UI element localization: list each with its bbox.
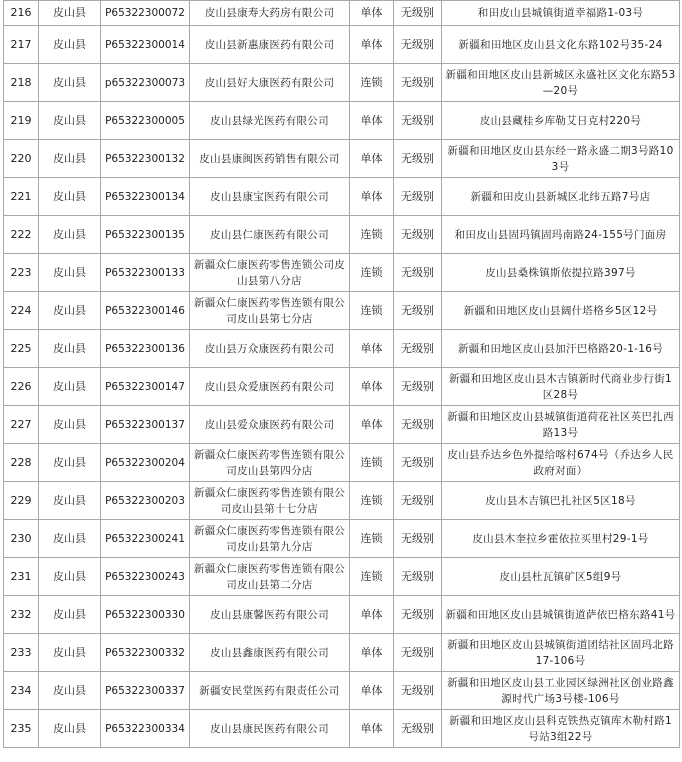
grade-level-cell: 无级别 [394,710,442,748]
license-code-cell: P65322300005 [101,102,190,140]
table-row [4,482,680,520]
license-code-cell: P65322300203 [101,482,190,520]
grade-level-cell: 无级别 [394,216,442,254]
county-cell: 皮山县 [39,330,101,368]
row-number: 231 [4,558,39,596]
table-row [4,254,680,292]
company-name-cell: 皮山县康宝医药有限公司 [190,178,350,216]
table-row [4,710,680,748]
company-name-cell: 新疆众仁康医药零售连锁有限公司皮山县第四分店 [190,444,350,482]
address-cell: 新疆和田地区皮山县城镇街道萨依巴格东路41号 [442,596,680,634]
address-cell: 新疆和田地区皮山县工业园区绿洲社区创业路鑫源时代广场3号楼-106号 [442,672,680,710]
row-number: 222 [4,216,39,254]
county-cell: 皮山县 [39,406,101,444]
county-cell: 皮山县 [39,102,101,140]
table-row [4,520,680,558]
company-name-cell: 皮山县新惠康医药有限公司 [190,26,350,64]
business-type-cell: 单体 [350,1,394,26]
business-type-cell: 单体 [350,178,394,216]
row-number: 235 [4,710,39,748]
business-type-cell: 单体 [350,406,394,444]
business-type-cell: 单体 [350,140,394,178]
company-name-cell: 皮山县康民医药有限公司 [190,710,350,748]
business-type-cell: 连锁 [350,444,394,482]
table-row [4,368,680,406]
grade-level-cell: 无级别 [394,596,442,634]
license-code-cell: P65322300072 [101,1,190,26]
table-row [4,406,680,444]
address-cell: 皮山县桑株镇斯依提拉路397号 [442,254,680,292]
row-number: 223 [4,254,39,292]
business-type-cell: 单体 [350,596,394,634]
row-number: 228 [4,444,39,482]
license-code-cell: P65322300330 [101,596,190,634]
grade-level-cell: 无级别 [394,178,442,216]
grade-level-cell: 无级别 [394,330,442,368]
license-code-cell: P65322300132 [101,140,190,178]
company-name-cell: 皮山县康馨医药有限公司 [190,596,350,634]
business-type-cell: 单体 [350,710,394,748]
grade-level-cell: 无级别 [394,482,442,520]
table-row [4,102,680,140]
grade-level-cell: 无级别 [394,520,442,558]
table-row [4,292,680,330]
county-cell: 皮山县 [39,596,101,634]
county-cell: 皮山县 [39,254,101,292]
address-cell: 新疆和田地区皮山县加汗巴格路20-1-16号 [442,330,680,368]
county-cell: 皮山县 [39,140,101,178]
county-cell: 皮山县 [39,520,101,558]
license-code-cell: P65322300204 [101,444,190,482]
license-code-cell: P65322300135 [101,216,190,254]
license-code-cell: P65322300243 [101,558,190,596]
address-cell: 新疆和田地区皮山县科克铁热克镇库木勒村路1号站3组22号 [442,710,680,748]
county-cell: 皮山县 [39,444,101,482]
row-number: 230 [4,520,39,558]
row-number: 225 [4,330,39,368]
row-number: 217 [4,26,39,64]
county-cell: 皮山县 [39,26,101,64]
address-cell: 新疆和田皮山县新城区北纬五路7号店 [442,178,680,216]
license-code-cell: P65322300137 [101,406,190,444]
county-cell: 皮山县 [39,634,101,672]
business-type-cell: 连锁 [350,482,394,520]
row-number: 221 [4,178,39,216]
address-cell: 和田皮山县城镇街道幸福路1-03号 [442,1,680,26]
table-row [4,444,680,482]
county-cell: 皮山县 [39,292,101,330]
pharmacy-registry-table [3,0,680,748]
table-row [4,596,680,634]
business-type-cell: 单体 [350,672,394,710]
address-cell: 新疆和田地区皮山县城镇街道团结社区固玛北路17-106号 [442,634,680,672]
grade-level-cell: 无级别 [394,558,442,596]
company-name-cell: 新疆众仁康医药零售连锁有限公司皮山县第九分店 [190,520,350,558]
business-type-cell: 连锁 [350,216,394,254]
county-cell: 皮山县 [39,558,101,596]
address-cell: 新疆和田地区皮山县东经一路永盛二期3号路103号 [442,140,680,178]
company-name-cell: 新疆众仁康医药零售连锁有限公司皮山县第七分店 [190,292,350,330]
license-code-cell: P65322300147 [101,368,190,406]
county-cell: 皮山县 [39,368,101,406]
grade-level-cell: 无级别 [394,102,442,140]
license-code-cell: P65322300241 [101,520,190,558]
county-cell: 皮山县 [39,710,101,748]
business-type-cell: 单体 [350,330,394,368]
grade-level-cell: 无级别 [394,406,442,444]
table-row [4,558,680,596]
business-type-cell: 连锁 [350,558,394,596]
business-type-cell: 单体 [350,102,394,140]
address-cell: 新疆和田地区皮山县城镇街道荷花社区英巴扎西路13号 [442,406,680,444]
license-code-cell: P65322300332 [101,634,190,672]
license-code-cell: P65322300136 [101,330,190,368]
grade-level-cell: 无级别 [394,64,442,102]
grade-level-cell: 无级别 [394,444,442,482]
table-row [4,634,680,672]
license-code-cell: P65322300134 [101,178,190,216]
business-type-cell: 连锁 [350,254,394,292]
table-row [4,140,680,178]
company-name-cell: 皮山县康寿大药房有限公司 [190,1,350,26]
county-cell: 皮山县 [39,178,101,216]
table-body [4,1,680,748]
address-cell: 新疆和田地区皮山县阔什塔格乡5区12号 [442,292,680,330]
license-code-cell: P65322300014 [101,26,190,64]
row-number: 224 [4,292,39,330]
license-code-cell: P65322300133 [101,254,190,292]
row-number: 233 [4,634,39,672]
license-code-cell: P65322300337 [101,672,190,710]
grade-level-cell: 无级别 [394,672,442,710]
business-type-cell: 单体 [350,368,394,406]
grade-level-cell: 无级别 [394,634,442,672]
business-type-cell: 单体 [350,634,394,672]
grade-level-cell: 无级别 [394,140,442,178]
row-number: 216 [4,1,39,26]
table-row [4,1,680,26]
county-cell: 皮山县 [39,64,101,102]
company-name-cell: 皮山县好大康医药有限公司 [190,64,350,102]
license-code-cell: p65322300073 [101,64,190,102]
grade-level-cell: 无级别 [394,26,442,64]
license-code-cell: P65322300334 [101,710,190,748]
row-number: 234 [4,672,39,710]
business-type-cell: 连锁 [350,64,394,102]
company-name-cell: 皮山县众爱康医药有限公司 [190,368,350,406]
business-type-cell: 单体 [350,26,394,64]
company-name-cell: 皮山县仁康医药有限公司 [190,216,350,254]
row-number: 220 [4,140,39,178]
row-number: 226 [4,368,39,406]
company-name-cell: 皮山县爱众康医药有限公司 [190,406,350,444]
address-cell: 皮山县杜瓦镇矿区5组9号 [442,558,680,596]
company-name-cell: 皮山县康闽医药销售有限公司 [190,140,350,178]
address-cell: 和田皮山县固玛镇固玛南路24-155号门面房 [442,216,680,254]
company-name-cell: 新疆众仁康医药零售连锁有限公司皮山县第二分店 [190,558,350,596]
table-row [4,330,680,368]
row-number: 219 [4,102,39,140]
address-cell: 皮山县木奎拉乡霍依拉买里村29-1号 [442,520,680,558]
company-name-cell: 皮山县绿光医药有限公司 [190,102,350,140]
address-cell: 皮山县乔达乡色外提给喀村674号（乔达乡人民政府对面） [442,444,680,482]
company-name-cell: 新疆安民堂医药有限责任公司 [190,672,350,710]
company-name-cell: 新疆众仁康医药零售连锁有限公司皮山县第十七分店 [190,482,350,520]
county-cell: 皮山县 [39,672,101,710]
business-type-cell: 连锁 [350,292,394,330]
table-row [4,178,680,216]
company-name-cell: 皮山县鑫康医药有限公司 [190,634,350,672]
business-type-cell: 连锁 [350,520,394,558]
company-name-cell: 新疆众仁康医药零售连锁公司皮山县第八分店 [190,254,350,292]
table-row [4,64,680,102]
table-row [4,672,680,710]
county-cell: 皮山县 [39,1,101,26]
county-cell: 皮山县 [39,482,101,520]
grade-level-cell: 无级别 [394,254,442,292]
grade-level-cell: 无级别 [394,292,442,330]
address-cell: 新疆和田地区皮山县文化东路102号35-24 [442,26,680,64]
address-cell: 皮山县木吉镇巴扎社区5区18号 [442,482,680,520]
table-row [4,26,680,64]
address-cell: 皮山县藏桂乡库勒艾日克村220号 [442,102,680,140]
county-cell: 皮山县 [39,216,101,254]
address-cell: 新疆和田地区皮山县木吉镇新时代商业步行街1区28号 [442,368,680,406]
company-name-cell: 皮山县万众康医药有限公司 [190,330,350,368]
grade-level-cell: 无级别 [394,368,442,406]
license-code-cell: P65322300146 [101,292,190,330]
row-number: 232 [4,596,39,634]
row-number: 229 [4,482,39,520]
row-number: 227 [4,406,39,444]
row-number: 218 [4,64,39,102]
grade-level-cell: 无级别 [394,1,442,26]
table-row [4,216,680,254]
address-cell: 新疆和田地区皮山县新城区永盛社区文化东路53—20号 [442,64,680,102]
